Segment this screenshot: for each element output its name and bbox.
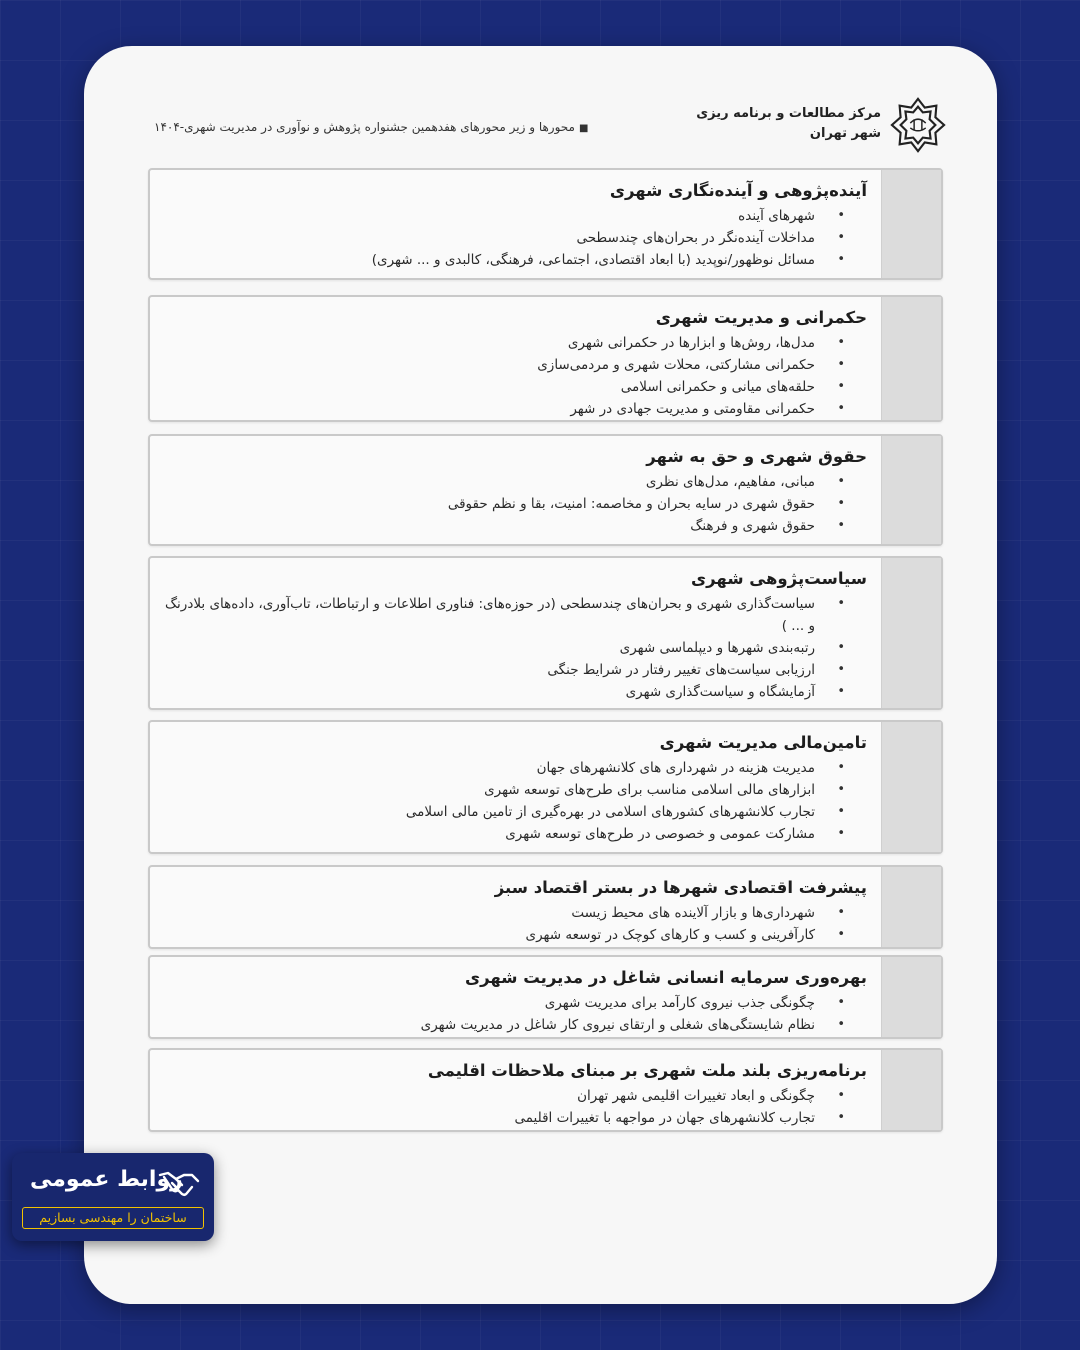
section-item-text: ارزیابی سیاست‌های تغییر رفتار در شرایط جنگی [547, 662, 815, 678]
section-item [164, 376, 867, 398]
section-item-text: مشارکت عمومی و خصوصی در طرح‌های توسعه شهری [505, 826, 815, 842]
section-item [164, 398, 867, 420]
section-item [164, 681, 867, 703]
bullet: • [837, 1110, 845, 1125]
section-item-text: تجارب کلانشهرهای کشورهای اسلامی در بهره‌گیری از تامین مالی اسلامی [405, 804, 815, 820]
section-item [164, 593, 867, 637]
section-item-text: حلقه‌های میانی و حکمرانی اسلامی [620, 379, 815, 395]
section-side-strip [881, 170, 941, 278]
section-side-strip [881, 297, 941, 420]
section-item [164, 801, 867, 823]
section-title: پیشرفت اقتصادی شهرها در بستر اقتصاد سبز [494, 878, 867, 897]
section-box [148, 434, 943, 546]
bullet: • [837, 1088, 845, 1103]
bullet: • [837, 684, 845, 699]
section-item [164, 205, 867, 227]
section-item [164, 992, 867, 1014]
section-item-text: مسائل نوظهور/نوپدید (با ابعاد اقتصادی، اجتماعی، فرهنگی، کالبدی و ... شهری) [371, 252, 815, 268]
section-box [148, 1048, 943, 1132]
bullet: • [837, 1017, 845, 1032]
section-title: برنامه‌ریزی بلند ملت شهری بر مبنای ملاحظات اقلیمی [427, 1061, 867, 1080]
caption-marker: ■ [578, 123, 589, 134]
section-item-text: حکمرانی مقاومتی و مدیریت جهادی در شهر [570, 401, 815, 417]
section-item-text: حکمرانی مشارکتی، محلات شهری و مردمی‌سازی [537, 357, 815, 373]
bullet: • [837, 496, 845, 511]
section-side-strip [881, 558, 941, 708]
section-item-text: نظام شایستگی‌های شغلی و ارتقای نیروی کار شاغل در مدیریت شهری [420, 1017, 815, 1033]
document-caption [154, 120, 588, 134]
section-item [164, 659, 867, 681]
section-item-text: چگونگی جذب نیروی کارآمد برای مدیریت شهری [544, 995, 815, 1011]
section-item [164, 515, 867, 537]
bullet: • [837, 474, 845, 489]
bullet: • [837, 905, 845, 920]
organization-name-line1: مرکز مطالعات و برنامه ریزی [696, 106, 881, 121]
section-item [164, 757, 867, 779]
section-item [164, 779, 867, 801]
caption-text: محورها و زیر محورهای هفدهمین جشنواره پژوهش و نوآوری در مدیریت شهری-۱۴۰۴ [154, 120, 575, 134]
section-item-text: چگونگی و ابعاد تغییرات اقلیمی شهر تهران [577, 1088, 815, 1104]
bullet: • [837, 640, 845, 655]
section-title: تامین‌مالی مدیریت شهری [659, 733, 867, 752]
bullet: • [837, 357, 845, 372]
section-box [148, 295, 943, 422]
section-title: سیاست‌پژوهی شهری [691, 569, 867, 588]
section-box [148, 556, 943, 710]
section-item [164, 902, 867, 924]
bullet: • [837, 804, 845, 819]
section-item [164, 924, 867, 946]
section-item [164, 1014, 867, 1036]
section-item [164, 227, 867, 249]
section-title: حکمرانی و مدیریت شهری [655, 308, 867, 327]
section-side-strip [881, 1050, 941, 1130]
bullet: • [837, 995, 845, 1010]
section-side-strip [881, 867, 941, 947]
bullet: • [837, 335, 845, 350]
bullet: • [837, 826, 845, 841]
section-item-text: شهرداری‌ها و بازار آلاینده های محیط زیست [571, 905, 815, 921]
bullet: • [837, 230, 845, 245]
bullet: • [837, 518, 845, 533]
section-item-text: ابزارهای مالی اسلامی مناسب برای طرح‌های توسعه شهری [484, 782, 815, 798]
section-title: حقوق شهری و حق به شهر [646, 447, 867, 466]
section-item-text: سیاست‌گذاری شهری و بحران‌های چندسطحی (در حوزه‌های: فناوری اطلاعات و ارتباطات، تاب‌آوری، داده‌های بلادرنگ و ... ) [164, 596, 815, 634]
section-item [164, 354, 867, 376]
bullet: • [837, 927, 845, 942]
badge-title: روابط عمومی [30, 1167, 183, 1192]
section-item [164, 249, 867, 271]
section-box [148, 955, 943, 1039]
badge-tagline: ساختمان را مهندسی بسازیم [22, 1207, 204, 1229]
section-item-text: تجارب کلانشهرهای جهان در مواجهه با تغییرات اقلیمی [514, 1110, 815, 1126]
section-item-text: رتبه‌بندی شهرها و دیپلماسی شهری [619, 640, 815, 656]
section-title: آینده‌پژوهی و آینده‌نگاری شهری [609, 181, 867, 200]
bullet: • [837, 401, 845, 416]
section-item [164, 1085, 867, 1107]
section-item-text: شهرهای آینده [738, 208, 815, 224]
organization-name [696, 104, 881, 144]
section-box [148, 720, 943, 854]
bullet: • [837, 596, 845, 611]
bullet: • [837, 760, 845, 775]
section-item-text: مدیریت هزینه در شهرداری های کلانشهرهای جهان [536, 760, 815, 776]
section-box [148, 168, 943, 280]
section-side-strip [881, 957, 941, 1037]
section-item [164, 823, 867, 845]
bullet: • [837, 379, 845, 394]
bullet: • [837, 208, 845, 223]
section-item-text: حقوق شهری و فرهنگ [690, 518, 815, 534]
organization-name-line2: شهر تهران [809, 126, 881, 141]
section-item-text: مبانی، مفاهیم، مدل‌های نظری [645, 474, 815, 490]
section-item-text: حقوق شهری در سایه بحران و مخاصمه: امنیت، بقا و نظم حقوقی [447, 496, 815, 512]
public-relations-badge [12, 1153, 214, 1241]
bullet: • [837, 662, 845, 677]
section-box [148, 865, 943, 949]
section-side-strip [881, 436, 941, 544]
section-item [164, 471, 867, 493]
section-item-text: مداخلات آینده‌نگر در بحران‌های چندسطحی [576, 230, 815, 246]
section-item [164, 637, 867, 659]
document-page [84, 46, 997, 1304]
section-title: بهره‌وری سرمایه انسانی شاغل در مدیریت شهری [464, 968, 867, 987]
section-item [164, 332, 867, 354]
section-item-text: آزمایشگاه و سیاست‌گذاری شهری [625, 684, 815, 700]
section-side-strip [881, 722, 941, 852]
bullet: • [837, 782, 845, 797]
bullet: • [837, 252, 845, 267]
section-item [164, 493, 867, 515]
section-item [164, 1107, 867, 1129]
section-item-text: مدل‌ها، روش‌ها و ابزارها در حکمرانی شهری [567, 335, 815, 351]
document-header [154, 92, 947, 162]
section-item-text: کارآفرینی و کسب و کارهای کوچک در توسعه شهری [525, 927, 815, 943]
tehran-municipality-logo-icon [889, 96, 947, 154]
